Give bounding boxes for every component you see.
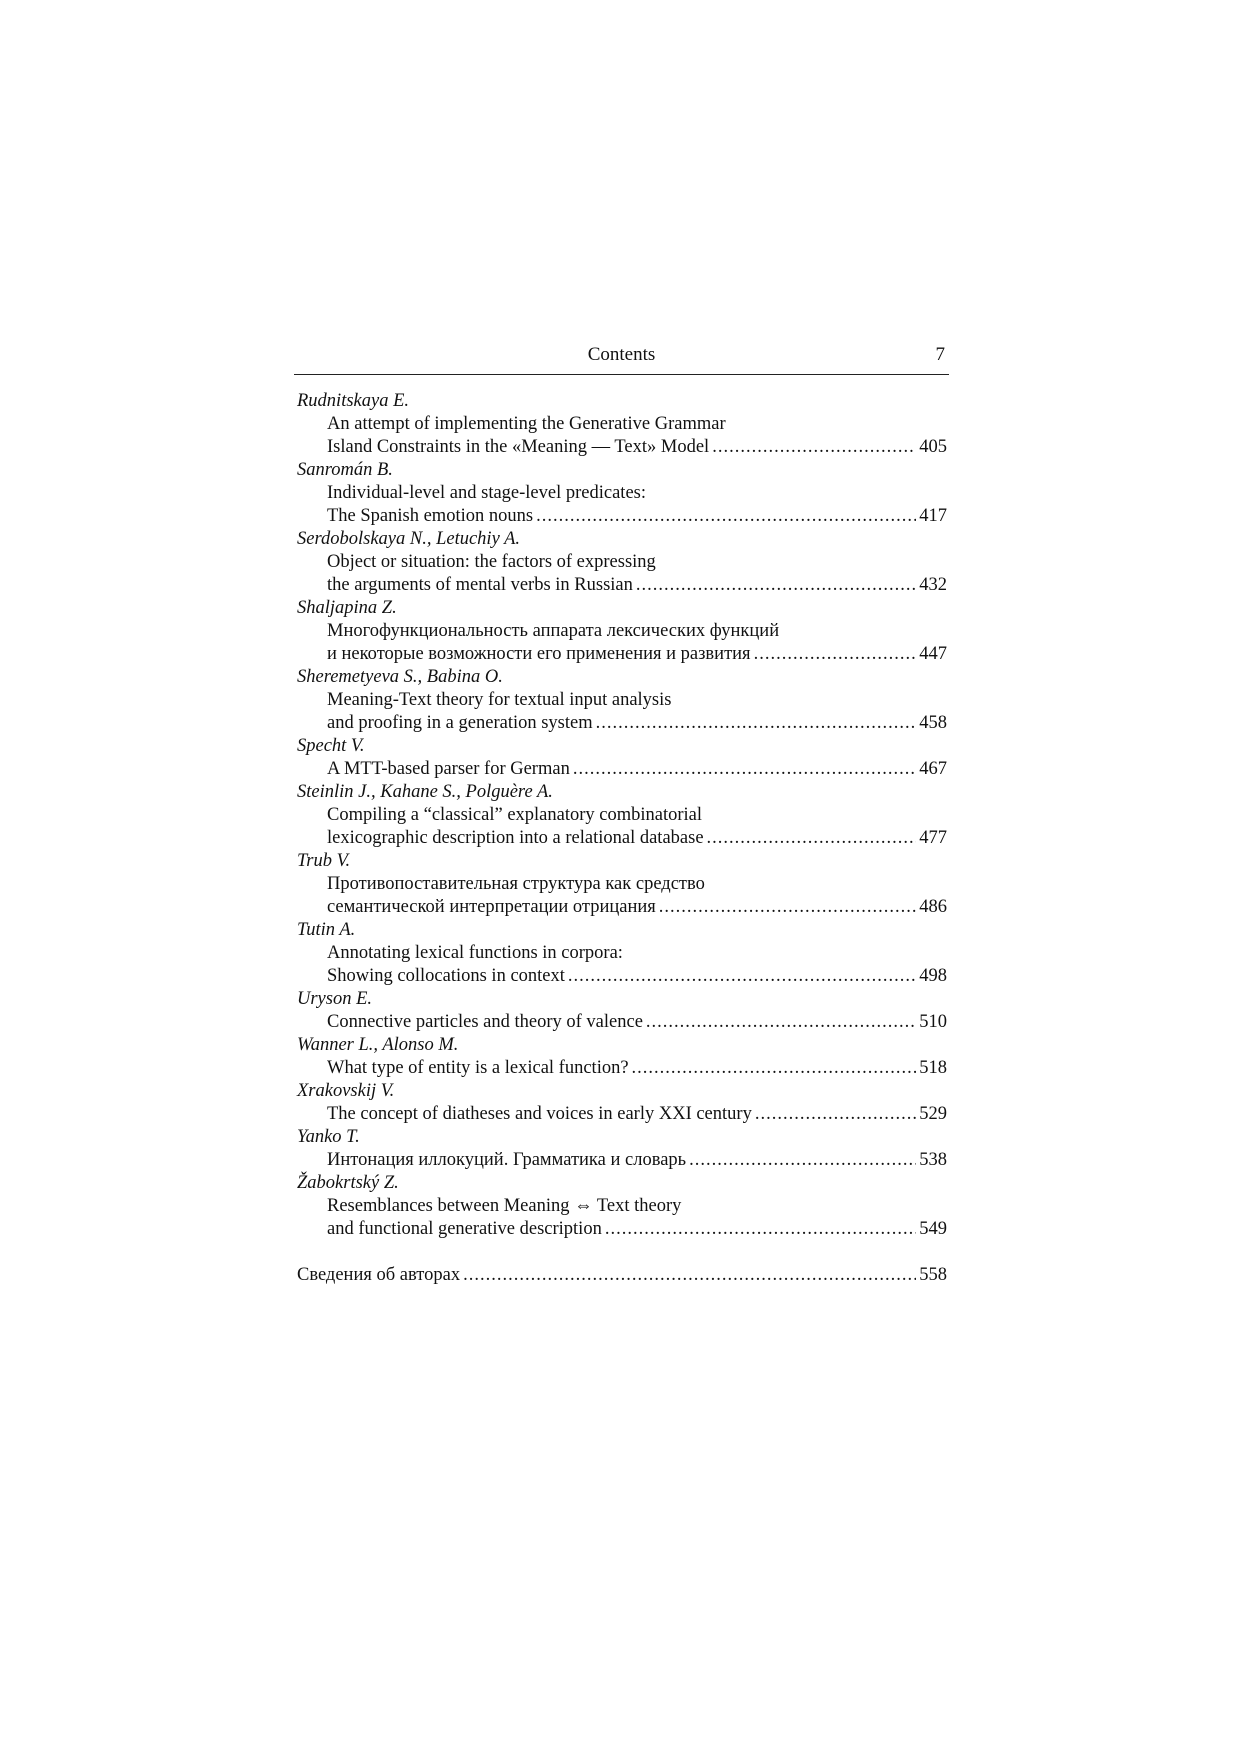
toc-entry-title-line: and functional generative description (327, 1219, 602, 1239)
toc-entry-last-line (297, 643, 947, 666)
toc-entry-page-number: 529 (919, 1104, 947, 1124)
spacer (297, 1241, 947, 1264)
toc-entry (297, 735, 947, 781)
dot-leader (707, 827, 917, 850)
toc-entry-author: Tutin A. (297, 920, 356, 940)
toc-entry-last-line (297, 896, 947, 919)
toc-entry-title-line: The concept of diatheses and voices in early XXI century (327, 1104, 752, 1124)
toc-entry-last-line (297, 827, 947, 850)
toc-entry-title-line: and proofing in a generation system (327, 713, 593, 733)
dot-leader (646, 1011, 916, 1034)
toc-entry-last-line (297, 758, 947, 781)
toc-entry-last-line (297, 1149, 947, 1172)
toc-entry-last-line (297, 574, 947, 597)
toc-entry (297, 390, 947, 459)
toc-entry-title-line: Противопоставительная структура как средство (327, 874, 705, 894)
dot-leader (463, 1264, 916, 1287)
toc-entry-author: Sanromán B. (297, 460, 393, 480)
toc-entry (297, 850, 947, 919)
running-header (294, 342, 949, 375)
toc-entry-title-line: lexicographic description into a relational database (327, 828, 704, 848)
dot-leader (605, 1218, 916, 1241)
toc-entry-author: Sheremetyeva S., Babina O. (297, 667, 503, 687)
toc-entry-author: Žabokrtský Z. (297, 1173, 399, 1193)
toc-entry-author: Shaljapina Z. (297, 598, 397, 618)
toc-entry-author: Trub V. (297, 851, 351, 871)
toc-entry-title-line: The Spanish emotion nouns (327, 506, 534, 526)
dot-leader (755, 1103, 916, 1126)
toc-entry-title-line: A MTT-based parser for German (327, 759, 570, 779)
toc-entry-page-number: 510 (919, 1012, 947, 1032)
toc-entry (297, 459, 947, 528)
toc-entry-author: Xrakovskij V. (297, 1081, 395, 1101)
toc-footer-entry (297, 1264, 947, 1287)
toc-entry-title-line: Resemblances between Meaning ⇔ Text theory (327, 1196, 682, 1216)
toc-entry-last-line (297, 1218, 947, 1241)
toc-entry (297, 666, 947, 735)
toc-entry-title-line: Showing collocations in context (327, 966, 565, 986)
toc-entry-title-line: семантической интерпретации отрицания (327, 897, 656, 917)
toc-entry-last-line (297, 505, 947, 528)
toc-entry-author: Yanko T. (297, 1127, 360, 1147)
toc-entry-last-line (297, 965, 947, 988)
toc-entry (297, 781, 947, 850)
page-number: 7 (935, 344, 945, 365)
dot-leader (659, 896, 916, 919)
toc-entry-title-line: What type of entity is a lexical function? (327, 1058, 629, 1078)
toc-entry-title-line: Annotating lexical functions in corpora: (327, 943, 623, 963)
dot-leader (632, 1057, 917, 1080)
toc-footer-page-number: 558 (919, 1265, 947, 1285)
toc-entry-author: Serdobolskaya N., Letuchiy A. (297, 529, 520, 549)
toc-entry (297, 597, 947, 666)
toc-entry-author: Specht V. (297, 736, 365, 756)
dot-leader (596, 712, 917, 735)
toc-entry-page-number: 549 (919, 1219, 947, 1239)
toc-entry-title-line: the arguments of mental verbs in Russian (327, 575, 633, 595)
running-title: Contents (587, 344, 656, 365)
toc-entry-title-line: Island Constraints in the «Meaning — Text» Model (327, 437, 710, 457)
dot-leader (754, 643, 917, 666)
toc-entry-title-line: Многофункциональность аппарата лексических функций (327, 621, 780, 641)
toc-entry-title-line: Compiling a “classical” explanatory combinatorial (327, 805, 703, 825)
toc-entry-author: Uryson E. (297, 989, 373, 1009)
toc-entry-author: Wanner L., Alonso M. (297, 1035, 459, 1055)
toc-entry-title-line: Meaning-Text theory for textual input analysis (327, 690, 672, 710)
toc-entry-page-number: 538 (919, 1150, 947, 1170)
table-of-contents (297, 390, 947, 1287)
toc-entry-page-number: 432 (919, 575, 947, 595)
toc-entry (297, 1126, 947, 1172)
toc-entry-last-line (297, 1103, 947, 1126)
dot-leader (573, 758, 916, 781)
toc-entry-page-number: 458 (919, 713, 947, 733)
dot-leader (712, 436, 916, 459)
toc-entry-last-line (297, 1057, 947, 1080)
dot-leader (689, 1149, 916, 1172)
toc-entry-page-number: 477 (919, 828, 947, 848)
toc-entry-title-line: и некоторые возможности его применения и развития (327, 644, 751, 664)
toc-entry (297, 1080, 947, 1126)
toc-entry-last-line (297, 712, 947, 735)
toc-entry-title-line: Object or situation: the factors of expressing (327, 552, 656, 572)
toc-entry-page-number: 486 (919, 897, 947, 917)
toc-entry-last-line (297, 1011, 947, 1034)
toc-entry-author: Steinlin J., Kahane S., Polguère A. (297, 782, 553, 802)
toc-footer-title: Сведения об авторах (297, 1265, 461, 1285)
toc-entry-page-number: 498 (919, 966, 947, 986)
toc-entry-page-number: 447 (919, 644, 947, 664)
toc-entry (297, 1172, 947, 1241)
toc-entry-page-number: 417 (919, 506, 947, 526)
toc-entry-title-line: Individual-level and stage-level predicates: (327, 483, 646, 503)
toc-entry-title-line: Интонация иллокуций. Грамматика и словарь (327, 1150, 687, 1170)
toc-entry (297, 528, 947, 597)
toc-entry (297, 1034, 947, 1080)
toc-entry-title-line: An attempt of implementing the Generative Grammar (327, 414, 726, 434)
dot-leader (568, 965, 916, 988)
toc-entry-author: Rudnitskaya E. (297, 391, 410, 411)
toc-entry-page-number: 405 (919, 437, 947, 457)
toc-entry (297, 988, 947, 1034)
dot-leader (536, 505, 916, 528)
toc-entry-last-line (297, 436, 947, 459)
toc-entry-page-number: 518 (919, 1058, 947, 1078)
dot-leader (636, 574, 916, 597)
toc-entry-page-number: 467 (919, 759, 947, 779)
toc-entry (297, 919, 947, 988)
toc-entry-title-line: Connective particles and theory of valence (327, 1012, 643, 1032)
